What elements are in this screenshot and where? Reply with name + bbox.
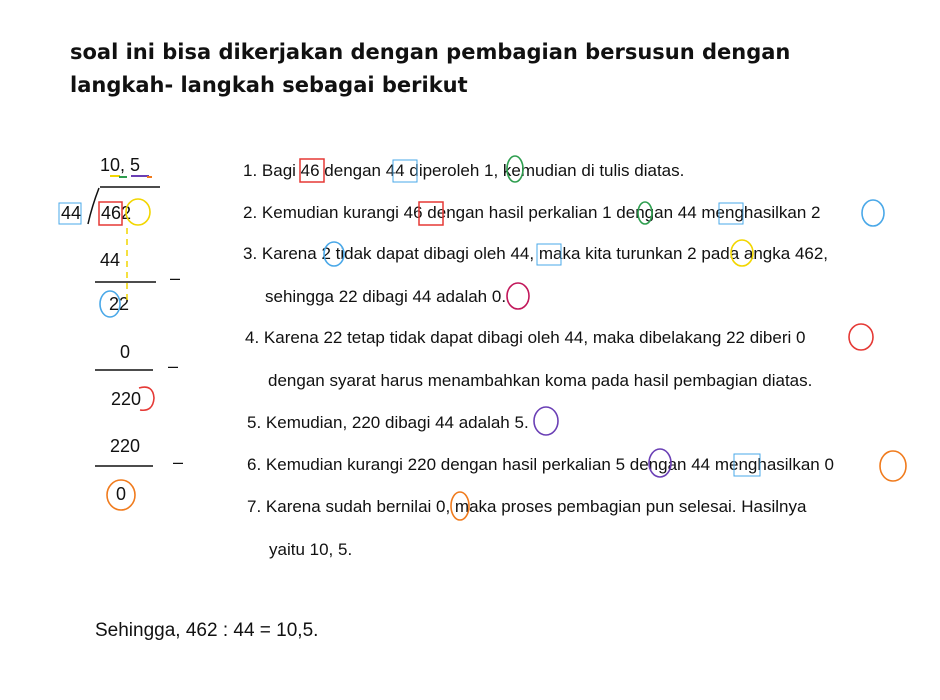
step1-44-box [393, 160, 417, 182]
step2-46-box [419, 202, 443, 225]
step-6: 6. Kemudian kurangi 220 dengan hasil perkalian 5 dengan 44 menghasilkan 0 [247, 455, 834, 474]
step4-0-circle [849, 324, 873, 350]
zero-mark-circle [139, 387, 154, 410]
remainder-2-circle [100, 291, 120, 317]
step-1: 1. Bagi 46 dengan 44 diperoleh 1, kemudian di tulis diatas. [243, 161, 685, 180]
step-3: 3. Karena 2 tidak dapat dibagi oleh 44, maka kita turunkan 2 pada angka 462, [243, 244, 829, 263]
step2-2-circle [862, 200, 884, 226]
step6-44-box [734, 454, 760, 476]
step-2: 2. Kemudian kurangi 46 dengan hasil perkalian 1 dengan 44 menghasilkan 2 [243, 203, 821, 222]
step1-1-circle [507, 156, 523, 182]
remainder-1: 22 [109, 294, 130, 314]
step-7-continuation: yaitu 10, 5. [269, 540, 353, 559]
subtract-row-2: 0 [120, 342, 131, 362]
step-4-continuation: dengan syarat harus menambahkan koma pada hasil pembagian diatas. [268, 371, 813, 390]
heading-line-1: soal ini bisa dikerjakan dengan pembagian bersusun dengan [70, 40, 791, 64]
step5-5-circle [534, 407, 558, 435]
dividend-46-box [99, 202, 122, 225]
step3-2b-circle [731, 240, 753, 266]
divisor-box [59, 203, 81, 224]
minus-sign-2: – [168, 356, 179, 376]
step-7: 7. Karena sudah bernilai 0, maka proses pembagian pun selesai. Hasilnya [247, 497, 807, 516]
dividend: 462 [101, 203, 132, 223]
step2-1-circle [638, 202, 652, 224]
subtract-row-3: 220 [110, 436, 141, 456]
minus-sign-3: – [173, 452, 184, 472]
step2-44-box [719, 203, 743, 224]
division-bracket [88, 188, 99, 224]
step3-2-circle [324, 242, 344, 266]
step-4: 4. Karena 22 tetap tidak dapat dibagi oleh 44, maka dibelakang 22 diberi 0 [245, 328, 806, 347]
subtract-row-1: 44 [100, 250, 121, 270]
step3-0-circle [507, 283, 529, 309]
step1-46-box [300, 159, 324, 182]
step7-0-circle [451, 492, 469, 520]
step-5: 5. Kemudian, 220 dibagi 44 adalah 5. [247, 413, 529, 432]
heading-line-2: langkah- langkah sebagai berikut [70, 73, 468, 97]
step6-5-circle [649, 449, 671, 477]
minus-sign-1: – [170, 268, 181, 288]
remainder-2: 220 [111, 389, 142, 409]
step-3-continuation: sehingga 22 dibagi 44 adalah 0. [265, 287, 507, 306]
step6-0-circle [880, 451, 906, 481]
conclusion: Sehingga, 462 : 44 = 10,5. [95, 620, 319, 641]
final-zero-circle [107, 480, 135, 510]
remainder-3: 0 [116, 484, 127, 504]
step3-44-box [537, 244, 561, 265]
divisor: 44 [61, 203, 82, 223]
dividend-2-circle [126, 199, 150, 225]
quotient: 10, 5 [100, 155, 141, 175]
